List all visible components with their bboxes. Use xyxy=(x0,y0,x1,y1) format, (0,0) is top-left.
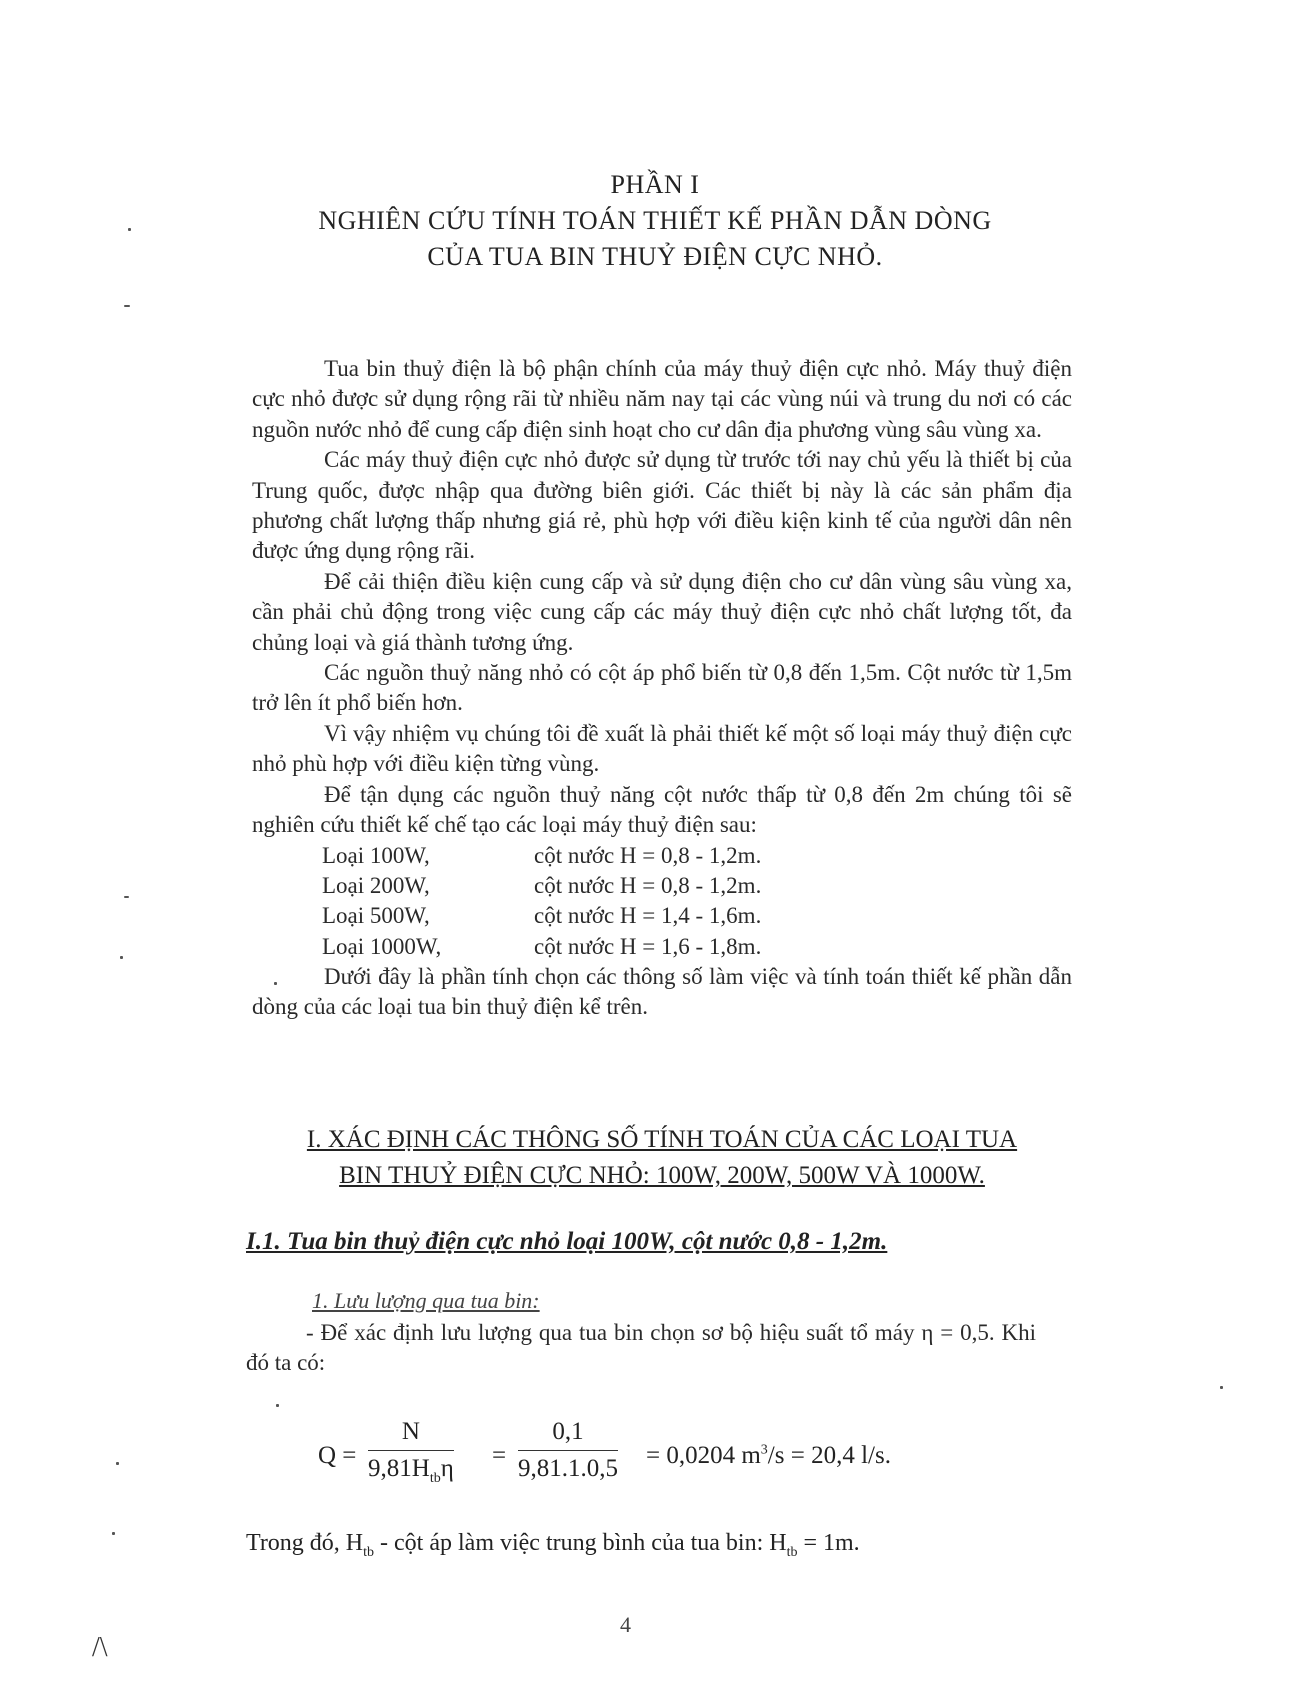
part-title-line1: NGHIÊN CỨU TÍNH TOÁN THIẾT KẾ PHẦN DẪN DÒNG xyxy=(318,206,992,235)
den-main: 9,81H xyxy=(368,1455,430,1482)
fraction-numerator: N xyxy=(368,1418,454,1451)
turbine-type: Loại 500W, xyxy=(322,903,430,929)
note-sub: tb xyxy=(363,1544,375,1560)
item-body xyxy=(246,1318,1036,1379)
den-sub: tb xyxy=(429,1471,441,1486)
section-title-line1: I. XÁC ĐỊNH CÁC THÔNG SỐ TÍNH TOÁN CỦA CÁC LOẠI TUA xyxy=(306,1126,1018,1153)
scan-speck xyxy=(112,1532,115,1535)
paragraph: Các máy thuỷ điện cực nhỏ được sử dụng từ trước tới nay chủ yếu là thiết bị của Trung quốc, được nhập qua đường biên giới. Các thiết bị này là các sản phẩm địa phương chất lượng thấp nhưng giá rẻ, phù hợp với điều kiện kinh tế của người dân nên được ứng dụng rộng rãi. xyxy=(252,447,1072,564)
list-item xyxy=(252,841,1072,871)
note-suffix: = 1m. xyxy=(797,1530,860,1556)
scan-speck xyxy=(116,1462,119,1465)
den-tail: η xyxy=(440,1455,454,1482)
turbine-type: Loại 200W, xyxy=(322,872,430,898)
intro-body xyxy=(252,354,1072,1023)
turbine-type: Loại 1000W, xyxy=(322,933,442,959)
fraction xyxy=(368,1418,454,1487)
turbine-type-list xyxy=(252,841,1072,963)
scan-speck xyxy=(128,228,131,231)
formula-lhs: Q = xyxy=(318,1442,357,1469)
fraction-denominator: 9,81.1.0,5 xyxy=(518,1455,618,1482)
list-item xyxy=(252,932,1072,962)
section-title-line2: BIN THUỶ ĐIỆN CỰC NHỎ: 100W, 200W, 500W VÀ 1000W. xyxy=(339,1162,985,1189)
equals-sign: = xyxy=(492,1442,507,1469)
paragraph: - Để xác định lưu lượng qua tua bin chọn sơ bộ hiệu suất tổ máy η = 0,5. Khi đó ta có: xyxy=(246,1320,1036,1376)
result-main: = 0,0204 m xyxy=(646,1442,761,1469)
turbine-head: cột nước H = 0,8 - 1,2m. xyxy=(534,872,762,898)
fraction-denominator xyxy=(368,1451,454,1487)
scan-speck xyxy=(1220,1386,1223,1389)
list-item xyxy=(252,871,1072,901)
part-title-line2: CỦA TUA BIN THUỶ ĐIỆN CỰC NHỎ. xyxy=(427,242,883,271)
paragraph: Tua bin thuỷ điện là bộ phận chính của máy thuỷ điện cực nhỏ. Máy thuỷ điện cực nhỏ được sử dụng rộng rãi từ nhiều năm nay tại các vùng núi và trung du nơi có các nguồn nước nhỏ để cung cấp điện sinh hoạt cho cư dân địa phương vùng sâu vùng xa. xyxy=(252,356,1072,442)
item-title: 1. Lưu lượng qua tua bin: xyxy=(312,1288,540,1313)
subsection-title: I.1. Tua bin thuỷ điện cực nhỏ loại 100W, cột nước 0,8 - 1,2m. xyxy=(246,1228,888,1255)
paragraph: Để cải thiện điều kiện cung cấp và sử dụng điện cho cư dân vùng sâu vùng xa, cần phải chủ động trong việc cung cấp các máy thuỷ điện cực nhỏ chất lượng tốt, đa chủng loại và giá thành tương ứng. xyxy=(252,568,1072,655)
part-label: PHẦN I xyxy=(610,170,700,199)
note-prefix: Trong đó, H xyxy=(246,1530,364,1556)
turbine-head: cột nước H = 0,8 - 1,2m. xyxy=(534,842,762,868)
scan-speck xyxy=(276,1404,279,1407)
scan-speck xyxy=(124,896,129,898)
turbine-type: Loại 100W, xyxy=(322,842,430,868)
paragraph: Dưới đây là phần tính chọn các thông số làm việc và tính toán thiết kế phần dẫn dòng của các loại tua bin thuỷ điện kể trên. xyxy=(252,964,1072,1020)
page-number: 4 xyxy=(620,1612,631,1637)
note-sub: tb xyxy=(786,1544,798,1560)
turbine-head: cột nước H = 1,6 - 1,8m. xyxy=(534,933,762,959)
flow-formula xyxy=(318,1418,1018,1498)
formula-result xyxy=(646,1442,891,1470)
formula-note xyxy=(246,1530,860,1561)
result-sup: 3 xyxy=(760,1442,768,1458)
fraction-numerator: 0,1 xyxy=(518,1418,618,1451)
paragraph: Để tận dụng các nguồn thuỷ năng cột nước thấp từ 0,8 đến 2m chúng tôi sẽ nghiên cứu thiết kế chế tạo các loại máy thuỷ điện sau: xyxy=(252,781,1072,838)
paragraph: Vì vậy nhiệm vụ chúng tôi đề xuất là phải thiết kế một số loại máy thuỷ điện cực nhỏ phù hợp với điều kiện từng vùng. xyxy=(252,720,1072,777)
margin-mark: /\ xyxy=(92,1632,108,1663)
result-tail: /s = 20,4 l/s. xyxy=(767,1442,891,1469)
note-middle: - cột áp làm việc trung bình của tua bin: H xyxy=(374,1530,787,1556)
paragraph: Các nguồn thuỷ năng nhỏ có cột áp phổ biến từ 0,8 đến 1,5m. Cột nước từ 1,5m trở lên ít phổ biến hơn. xyxy=(252,660,1072,716)
scan-speck xyxy=(124,305,130,307)
scan-speck xyxy=(120,956,123,959)
list-item xyxy=(252,901,1072,931)
turbine-head: cột nước H = 1,4 - 1,6m. xyxy=(534,903,762,929)
fraction xyxy=(518,1418,618,1483)
scan-speck xyxy=(274,982,277,985)
